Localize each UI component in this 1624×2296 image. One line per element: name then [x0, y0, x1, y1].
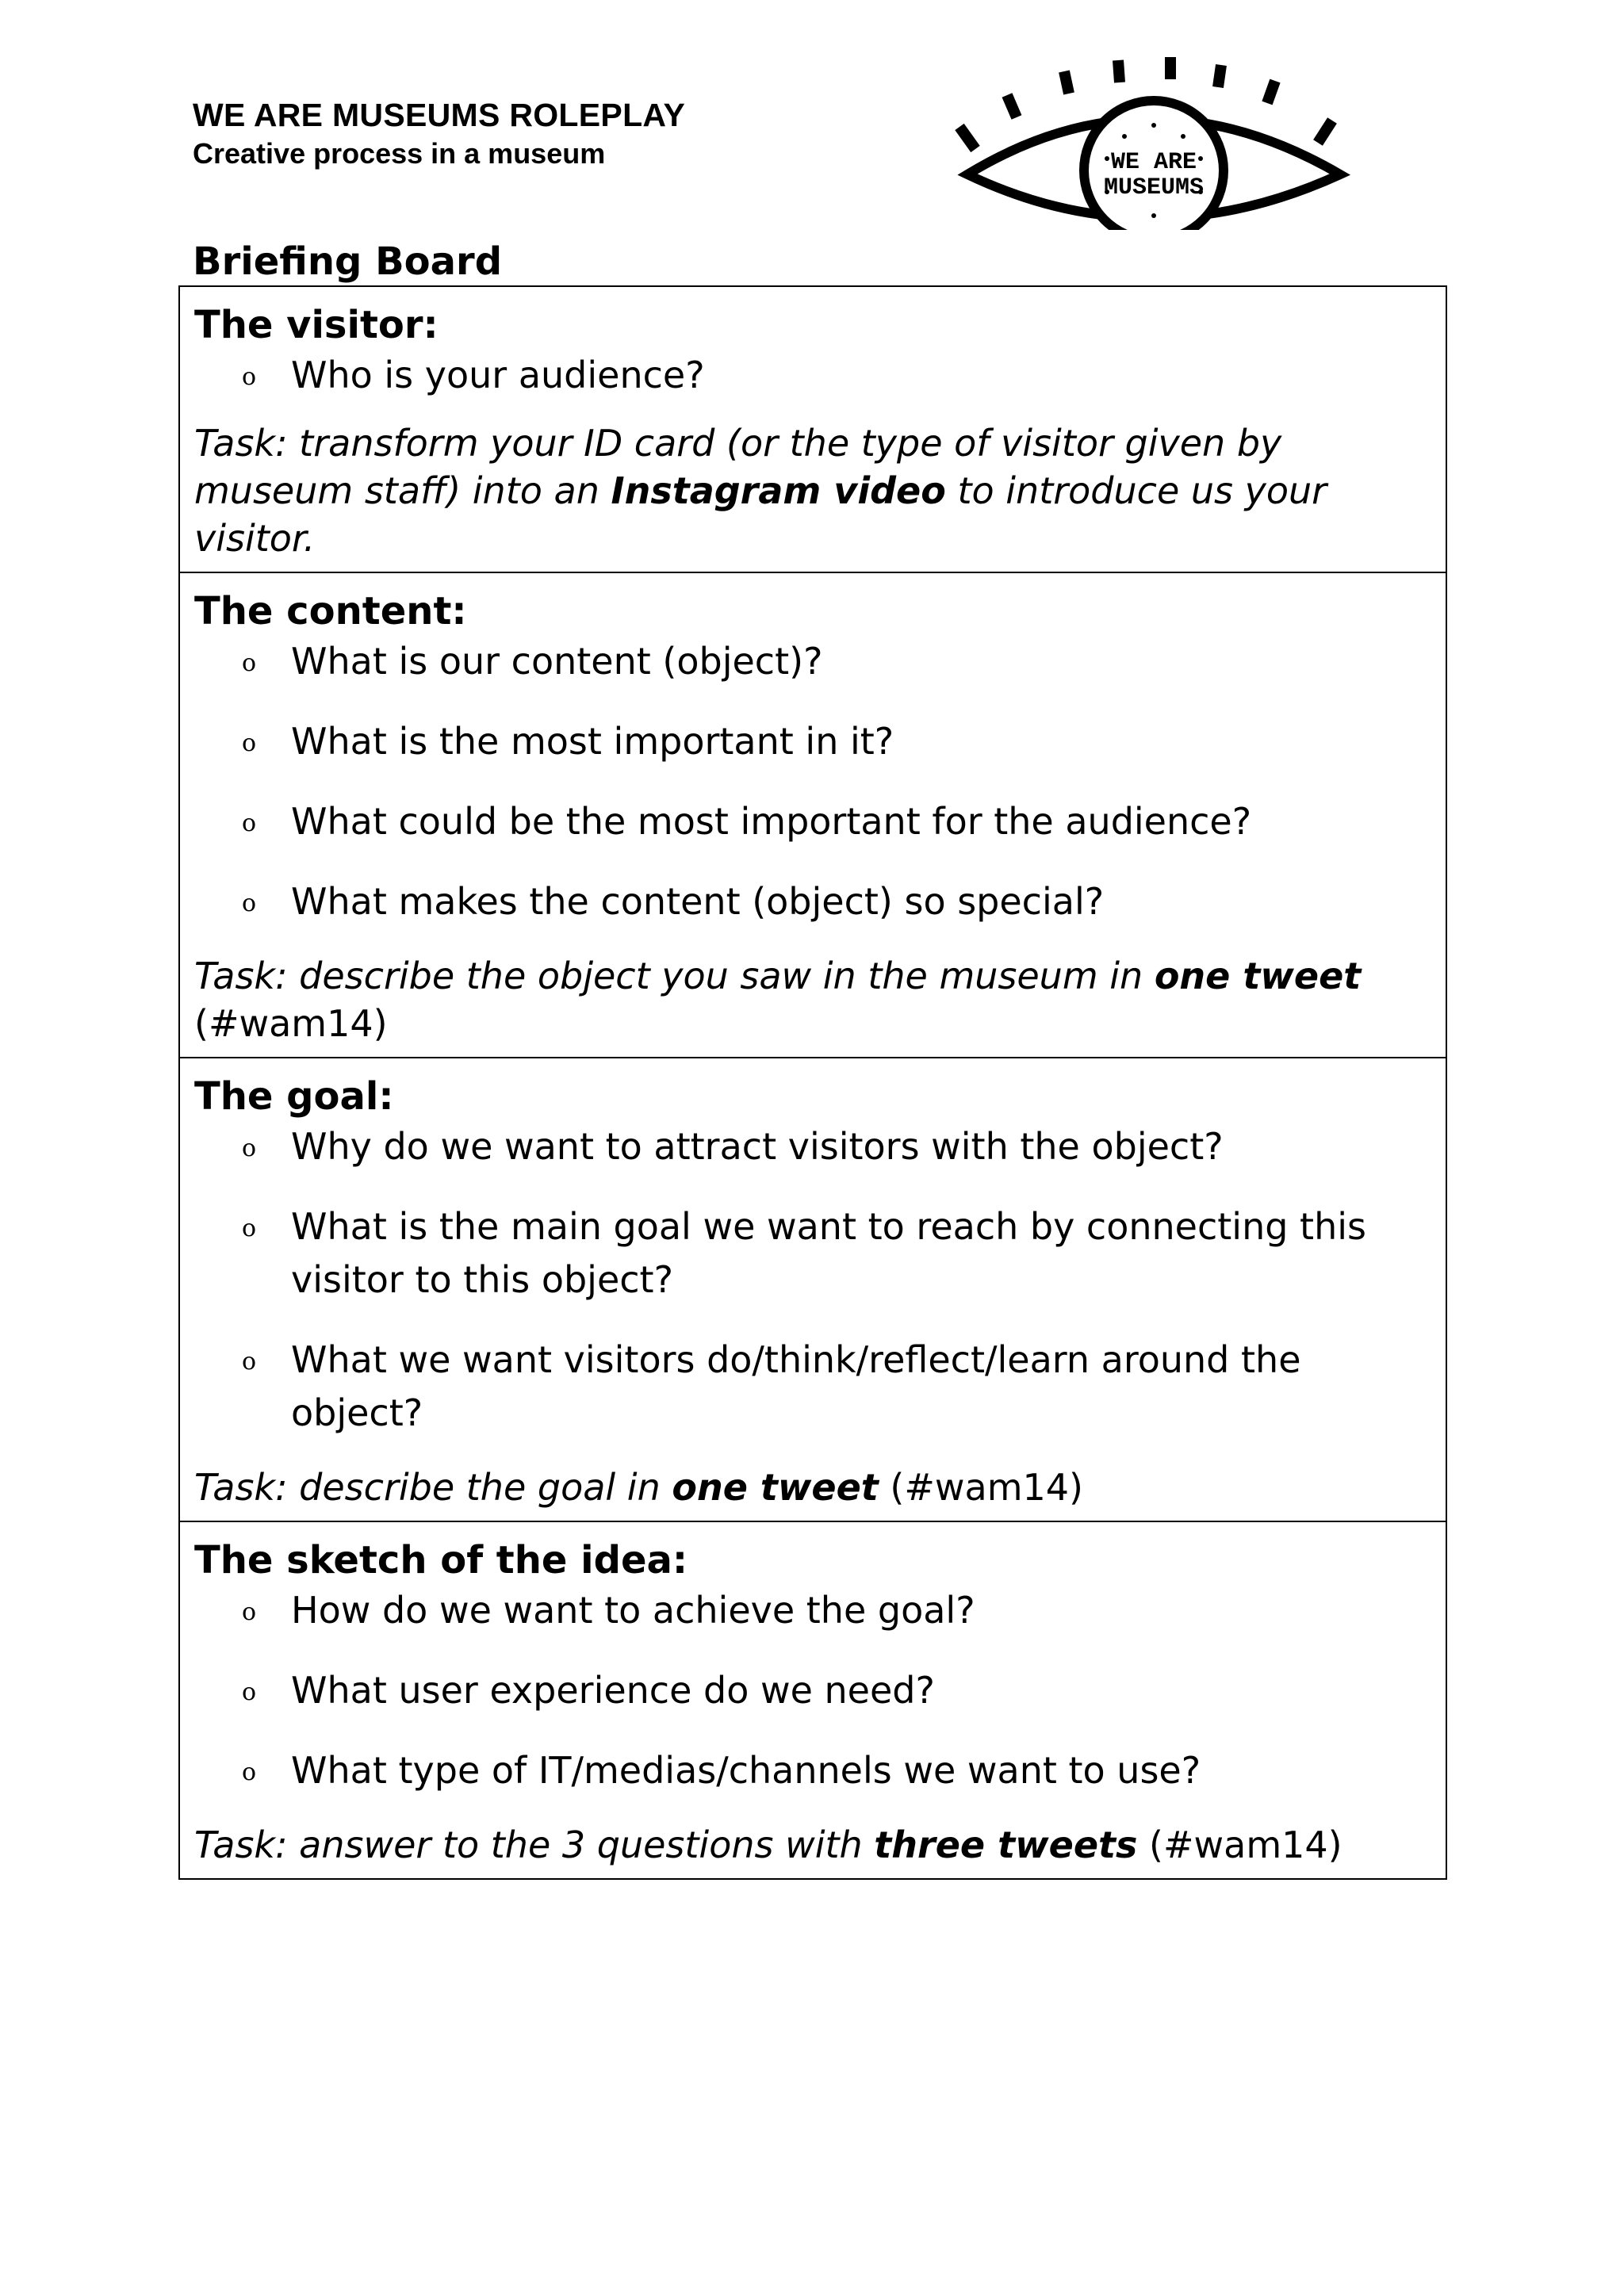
question-item	[194, 1334, 1430, 1440]
section-sketch	[180, 1522, 1446, 1878]
question-item	[194, 795, 1430, 848]
task-prefix: Task: transform your ID card (or the type of visitor given by museum staff) into an	[194, 422, 1282, 512]
question-item	[194, 875, 1430, 928]
document-subtitle: Creative process in a museum	[193, 137, 606, 170]
task-prefix: Task: describe the object you saw in the museum in	[194, 955, 1155, 997]
question-item	[194, 715, 1430, 768]
section-content	[180, 573, 1446, 1058]
circle-bullet-icon: o	[242, 1348, 257, 1376]
task-hashtag: (#wam14)	[1137, 1823, 1342, 1866]
circle-bullet-icon: o	[242, 1215, 257, 1242]
task-emphasis: one tweet	[1154, 955, 1362, 997]
section-title: The content:	[194, 589, 467, 633]
question-text: Who is your audience?	[291, 354, 705, 396]
logo-text-line1: WE ARE	[1110, 149, 1197, 176]
task-text	[194, 1464, 1430, 1511]
task-emphasis: one tweet	[672, 1466, 879, 1509]
task-suffix: to introduce us your visitor.	[194, 469, 1327, 560]
briefing-board-table	[178, 285, 1447, 1880]
task-hashtag: (#wam14)	[878, 1466, 1084, 1509]
question-item	[194, 1664, 1430, 1717]
circle-bullet-icon: o	[242, 890, 257, 917]
question-list	[194, 349, 1430, 402]
task-prefix: Task: answer to the 3 questions with	[194, 1823, 875, 1866]
eye-logo-icon	[944, 48, 1356, 230]
task-emphasis: three tweets	[874, 1823, 1138, 1866]
circle-bullet-icon: o	[242, 1135, 257, 1162]
task-hashtag: (#wam14)	[194, 1002, 388, 1045]
circle-bullet-icon: o	[242, 1598, 257, 1626]
question-item	[194, 349, 1430, 402]
task-prefix: Task: describe the goal in	[194, 1466, 672, 1509]
question-list	[194, 1120, 1430, 1440]
question-text: What makes the content (object) so special?	[291, 880, 1105, 923]
question-text: What we want visitors do/think/reflect/learn around the object?	[291, 1338, 1301, 1434]
document-title: WE ARE MUSEUMS ROLEPLAY	[193, 97, 686, 133]
circle-bullet-icon: o	[242, 363, 257, 391]
circle-bullet-icon: o	[242, 1678, 257, 1706]
question-text: What is the most important in it?	[291, 720, 894, 763]
task-emphasis: Instagram video	[611, 469, 946, 512]
question-list	[194, 635, 1430, 928]
question-text: What user experience do we need?	[291, 1669, 935, 1712]
question-list	[194, 1584, 1430, 1797]
briefing-board-title: Briefing Board	[193, 239, 503, 284]
question-text: What type of IT/medias/channels we want to use?	[291, 1749, 1201, 1792]
question-item	[194, 1584, 1430, 1637]
section-title: The sketch of the idea:	[194, 1538, 688, 1582]
question-item	[194, 635, 1430, 688]
circle-bullet-icon: o	[242, 809, 257, 837]
question-text: How do we want to achieve the goal?	[291, 1589, 975, 1632]
task-text	[194, 1821, 1430, 1869]
circle-bullet-icon: o	[242, 649, 257, 677]
question-item	[194, 1200, 1430, 1307]
question-item	[194, 1744, 1430, 1797]
section-title: The visitor:	[194, 303, 439, 347]
task-text	[194, 419, 1430, 562]
question-item	[194, 1120, 1430, 1173]
section-visitor	[180, 287, 1446, 573]
question-text: What is our content (object)?	[291, 640, 823, 683]
question-text: Why do we want to attract visitors with the object?	[291, 1125, 1224, 1168]
section-goal	[180, 1058, 1446, 1522]
question-text: What could be the most important for the audience?	[291, 800, 1252, 843]
section-title: The goal:	[194, 1074, 394, 1119]
task-text	[194, 952, 1430, 1047]
circle-bullet-icon: o	[242, 729, 257, 757]
circle-bullet-icon: o	[242, 1758, 257, 1786]
question-text: What is the main goal we want to reach by connecting this visitor to this object?	[291, 1205, 1366, 1301]
logo-text-line2: MUSEUMS	[1103, 174, 1205, 201]
